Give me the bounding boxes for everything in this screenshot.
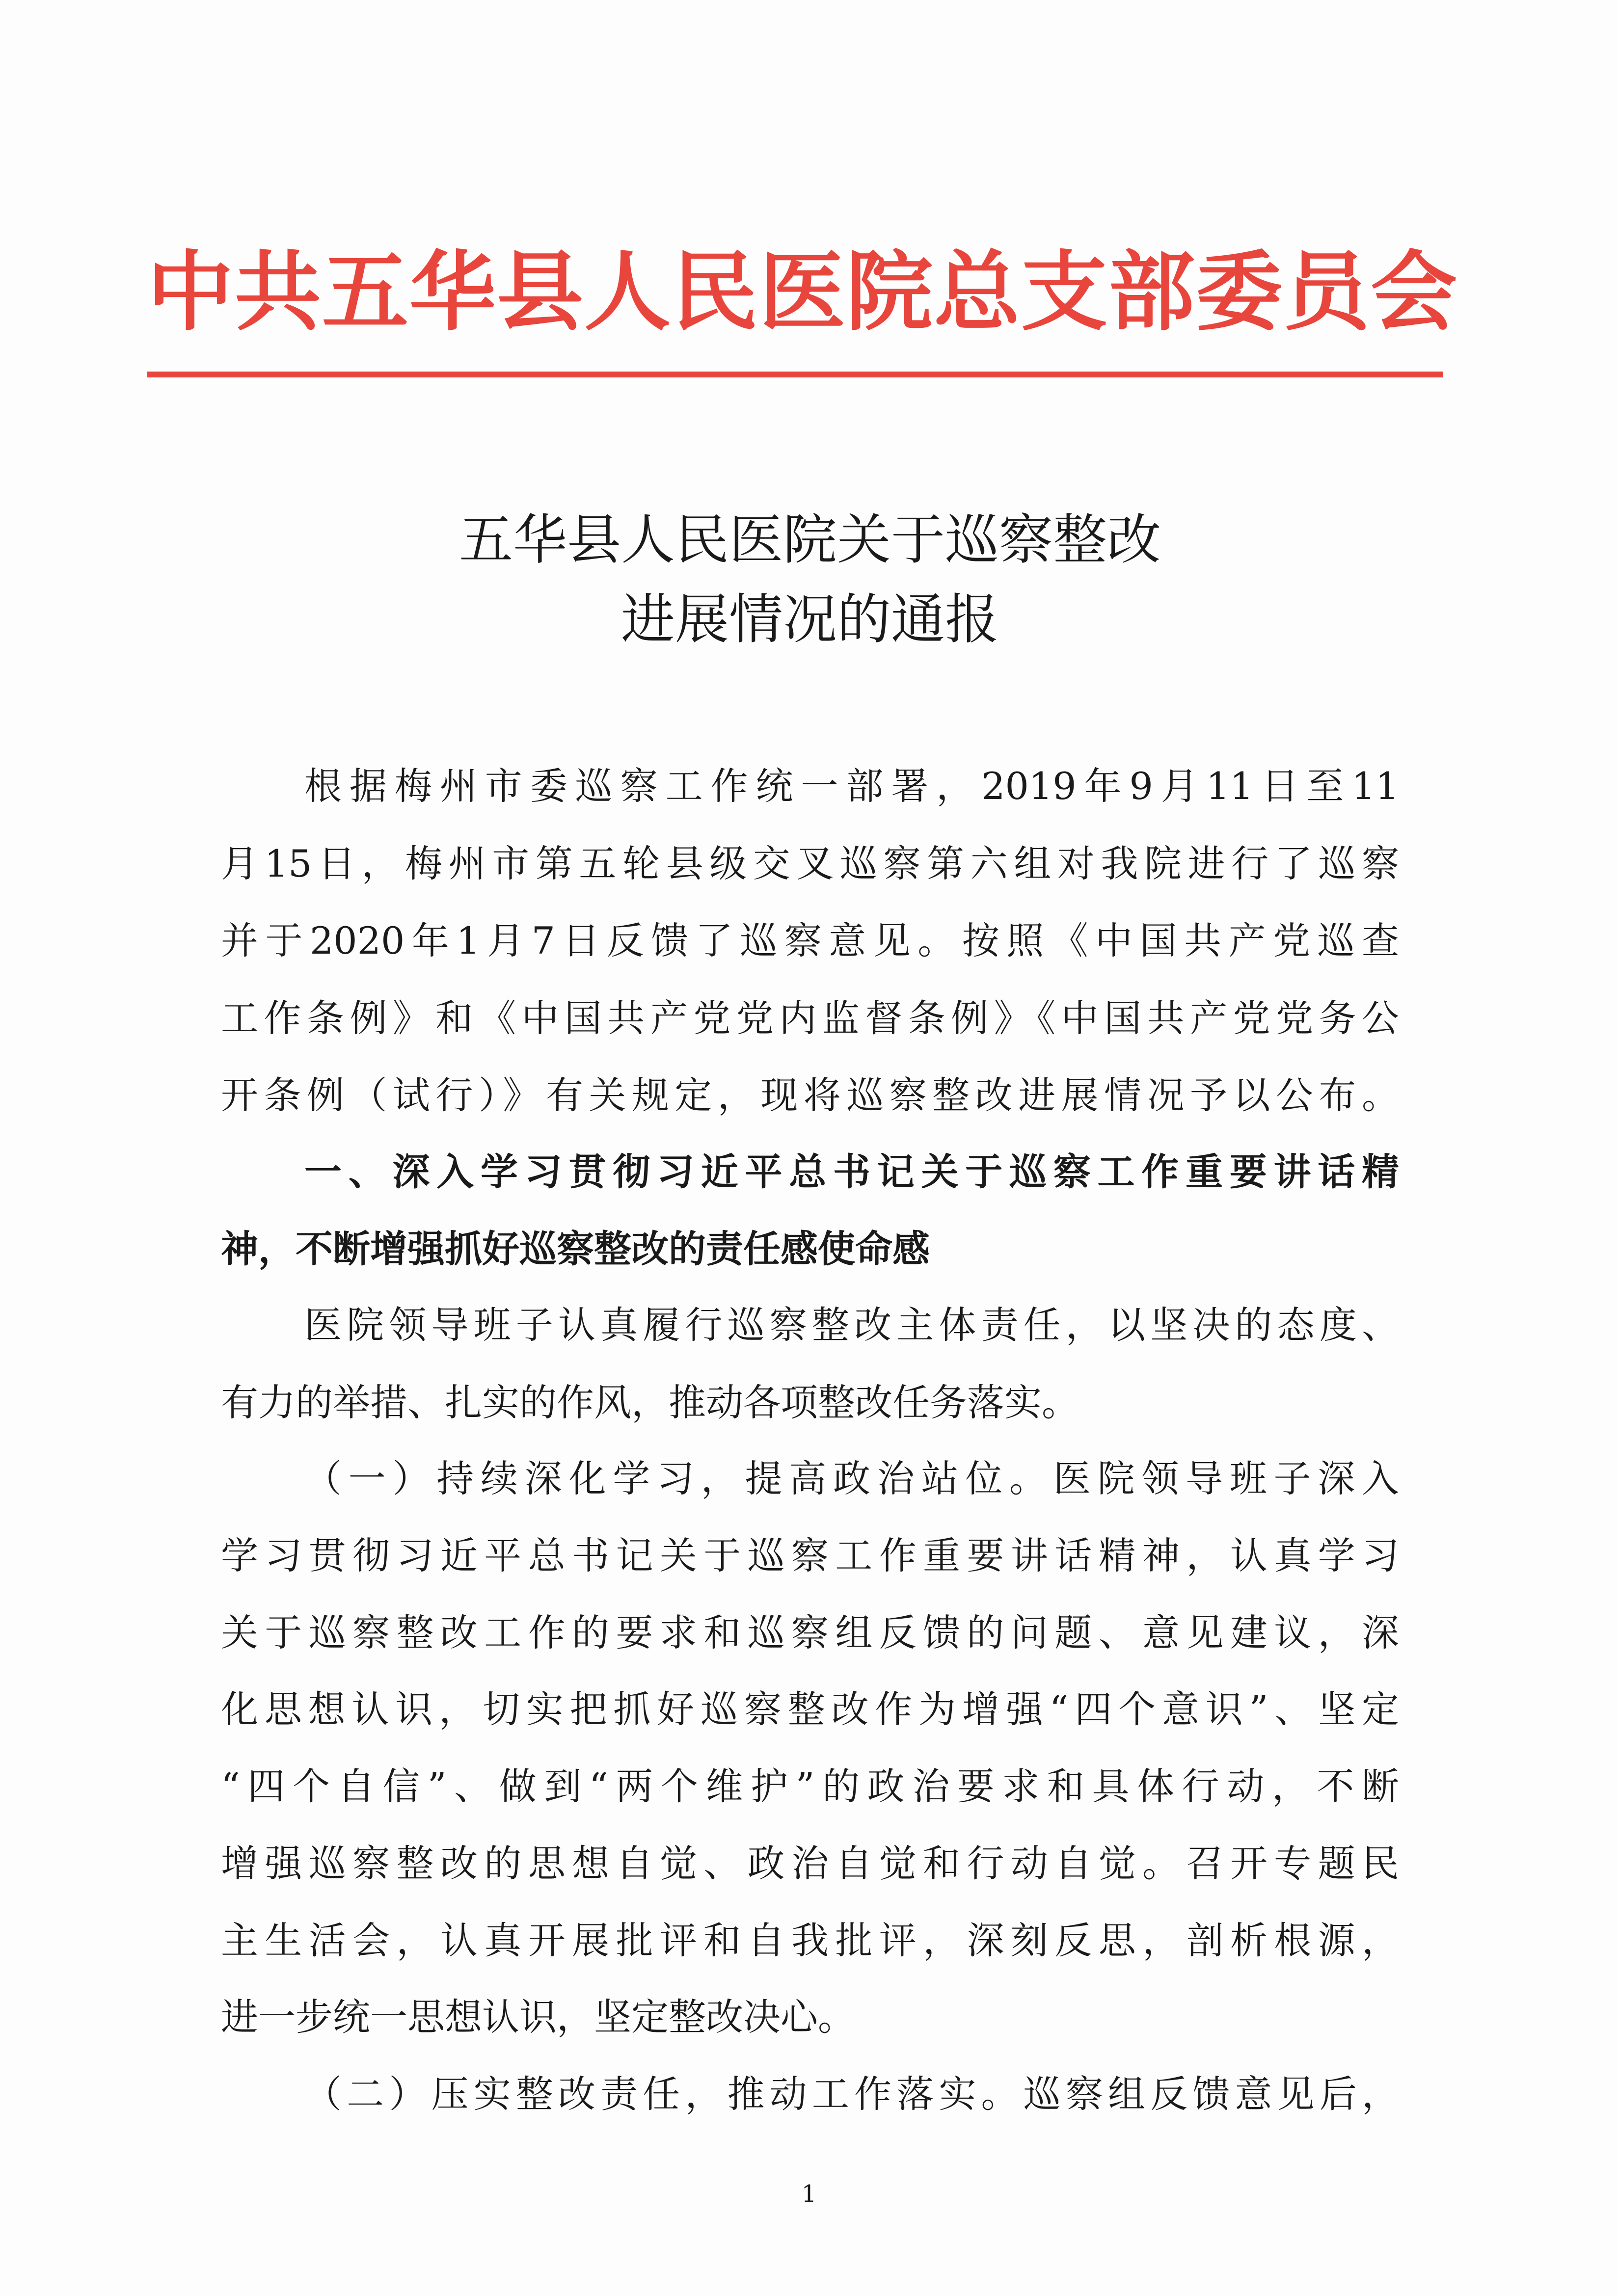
paragraph-line: 根据梅州市委巡察工作统一部署，2019年9月11日至11 <box>304 764 1399 808</box>
paragraph-line: 月15日，梅州市第五轮县级交叉巡察第六组对我院进行了巡察 <box>221 842 1399 885</box>
org-header: 中共五华县人民医院总支部委员会 <box>147 241 1458 343</box>
paragraph-line: （二）压实整改责任，推动工作落实。巡察组反馈意见后， <box>304 2072 1399 2116</box>
paragraph-line: 增强巡察整改的思想自觉、政治自觉和行动自觉。召开专题民 <box>221 1842 1399 1885</box>
paragraph-line: 并于2020年1月7日反馈了巡察意见。按照《中国共产党巡查 <box>221 919 1399 962</box>
paragraph-line: 工作条例》和《中国共产党党内监督条例》《中国共产党党务公 <box>221 996 1399 1040</box>
paragraph-line: “四个自信”、做到“两个维护”的政治要求和具体行动，不断 <box>221 1764 1399 1808</box>
paragraph-line: 化思想认识，切实把抓好巡察整改作为增强“四个意识”、坚定 <box>221 1687 1399 1731</box>
header-red-rule <box>147 372 1443 377</box>
paragraph-line: 关于巡察整改工作的要求和巡察组反馈的问题、意见建议，深 <box>221 1611 1399 1655</box>
section-heading-line: 神，不断增强抓好巡察整改的责任感使命感 <box>221 1227 930 1271</box>
page-number: 1 <box>801 2180 817 2208</box>
paragraph-line: 学习贯彻习近平总书记关于巡察工作重要讲话精神，认真学习 <box>221 1534 1399 1577</box>
paragraph-line: （一）持续深化学习，提高政治站位。医院领导班子深入 <box>304 1457 1399 1500</box>
paragraph-line: 进一步统一思想认识，坚定整改决心。 <box>221 1995 855 2039</box>
doc-title-line-1: 五华县人民医院关于巡察整改 <box>459 508 1161 571</box>
paragraph-line: 有力的举措、扎实的作风，推动各项整改任务落实。 <box>221 1381 1079 1424</box>
paragraph-line: 医院领导班子认真履行巡察整改主体责任，以坚决的态度、 <box>304 1303 1399 1347</box>
paragraph-line: 开条例（试行）》有关规定，现将巡察整改进展情况予以公布。 <box>221 1073 1399 1117</box>
doc-title-line-2: 进展情况的通报 <box>621 588 999 651</box>
paragraph-line: 主生活会，认真开展批评和自我批评，深刻反思，剖析根源， <box>221 1919 1399 1962</box>
section-heading-line: 一、深入学习贯彻习近平总书记关于巡察工作重要讲话精 <box>304 1150 1399 1194</box>
